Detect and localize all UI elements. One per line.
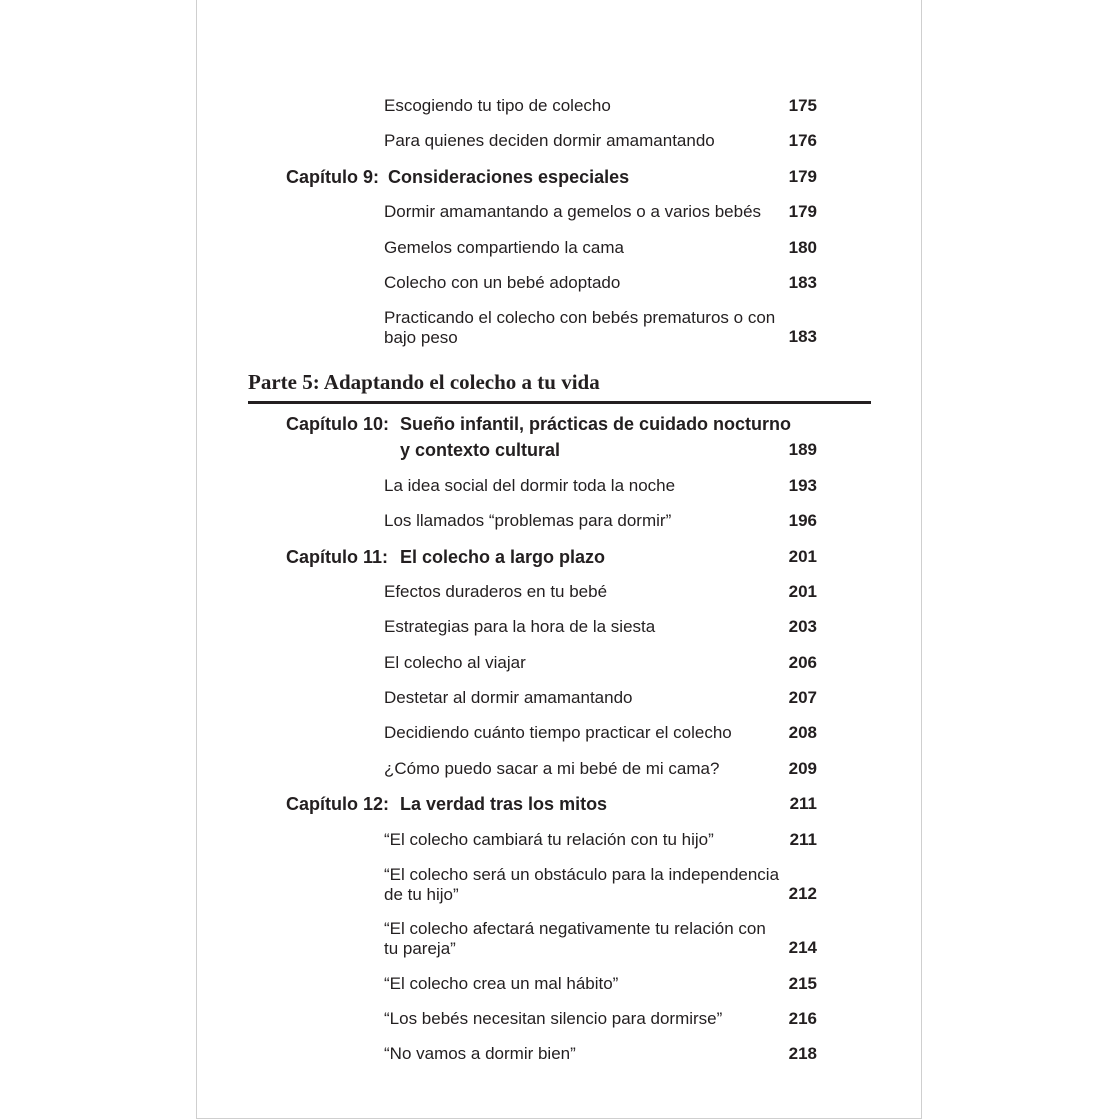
toc-entry-title: “El colecho crea un mal hábito” — [384, 974, 619, 993]
toc-entry-title: “El colecho cambiará tu relación con tu hijo” — [384, 830, 714, 849]
toc-entry-page: 183 — [788, 327, 817, 346]
chapter-label: Capítulo 9: — [286, 167, 379, 187]
toc-entry-page: 212 — [788, 884, 817, 903]
toc-entry-page: 209 — [788, 759, 817, 778]
toc-entry-title: Dormir amamantando a gemelos o a varios bebés — [384, 202, 762, 221]
toc-entry-title: Gemelos compartiendo la cama — [384, 238, 625, 257]
toc-entry-page: 211 — [789, 830, 817, 849]
chapter-title: Consideraciones especiales — [388, 167, 630, 187]
toc-entry-page: 193 — [788, 476, 817, 495]
toc-entry-title: “No vamos a dormir bien” — [384, 1044, 576, 1063]
chapter-title: La verdad tras los mitos — [400, 794, 608, 814]
chapter-page: 189 — [788, 440, 817, 459]
book-page — [196, 0, 922, 1119]
chapter-title-line-1: Sueño infantil, prácticas de cuidado nocturno — [400, 414, 792, 434]
chapter-label: Capítulo 12: — [286, 794, 390, 814]
toc-entry-title: “El colecho afectará negativamente tu relación con tu pareja” — [384, 919, 766, 958]
toc-entry-page: 203 — [788, 617, 817, 636]
toc-entry-page: 183 — [788, 273, 817, 292]
toc-entry-page: 206 — [788, 653, 817, 672]
toc-entry-page: 216 — [788, 1009, 817, 1028]
toc-entry-page: 175 — [788, 96, 817, 115]
toc-entry-title: “El colecho será un obstáculo para la independencia de tu hijo” — [384, 865, 780, 904]
toc-entry-title: ¿Cómo puedo sacar a mi bebé de mi cama? — [384, 759, 720, 778]
toc-entry-title: Efectos duraderos en tu bebé — [384, 582, 608, 601]
toc-entry-title: Para quienes deciden dormir amamantando — [384, 131, 715, 150]
chapter-label: Capítulo 11: — [286, 547, 389, 567]
toc-entry-title: La idea social del dormir toda la noche — [384, 476, 676, 495]
toc-entry-page: 218 — [788, 1044, 817, 1063]
toc-entry-title: Los llamados “problemas para dormir” — [384, 511, 672, 530]
toc-entry-title: Colecho con un bebé adoptado — [384, 273, 621, 292]
toc-entry-title: Escogiendo tu tipo de colecho — [384, 96, 611, 115]
part-heading: Parte 5: Adaptando el colecho a tu vida — [248, 370, 600, 394]
part-divider — [248, 401, 871, 404]
toc-entry-page: 201 — [788, 582, 817, 601]
toc-entry-page: 208 — [788, 723, 817, 742]
toc-entry-page: 207 — [788, 688, 817, 707]
toc-entry-title: Decidiendo cuánto tiempo practicar el colecho — [384, 723, 732, 742]
chapter-label: Capítulo 10: — [286, 414, 390, 434]
toc-entry-page: 196 — [788, 511, 817, 530]
toc-entry-page: 215 — [788, 974, 817, 993]
toc-entry-title: Estrategias para la hora de la siesta — [384, 617, 656, 636]
toc-entry-title: “Los bebés necesitan silencio para dormirse” — [384, 1009, 723, 1028]
chapter-page: 179 — [788, 167, 817, 186]
chapter-title: El colecho a largo plazo — [400, 547, 606, 567]
chapter-title-line-2: y contexto cultural — [400, 440, 561, 460]
toc-entry-page: 214 — [788, 938, 817, 957]
chapter-page: 211 — [789, 794, 817, 813]
toc-entry-title: Practicando el colecho con bebés prematuros o con bajo peso — [384, 308, 776, 347]
toc-entry-title: Destetar al dormir amamantando — [384, 688, 633, 707]
toc-entry-title: El colecho al viajar — [384, 653, 526, 672]
chapter-page: 201 — [788, 547, 817, 566]
toc-entry-page: 180 — [788, 238, 817, 257]
toc-entry-page: 179 — [788, 202, 817, 221]
toc-entry-page: 176 — [788, 131, 817, 150]
